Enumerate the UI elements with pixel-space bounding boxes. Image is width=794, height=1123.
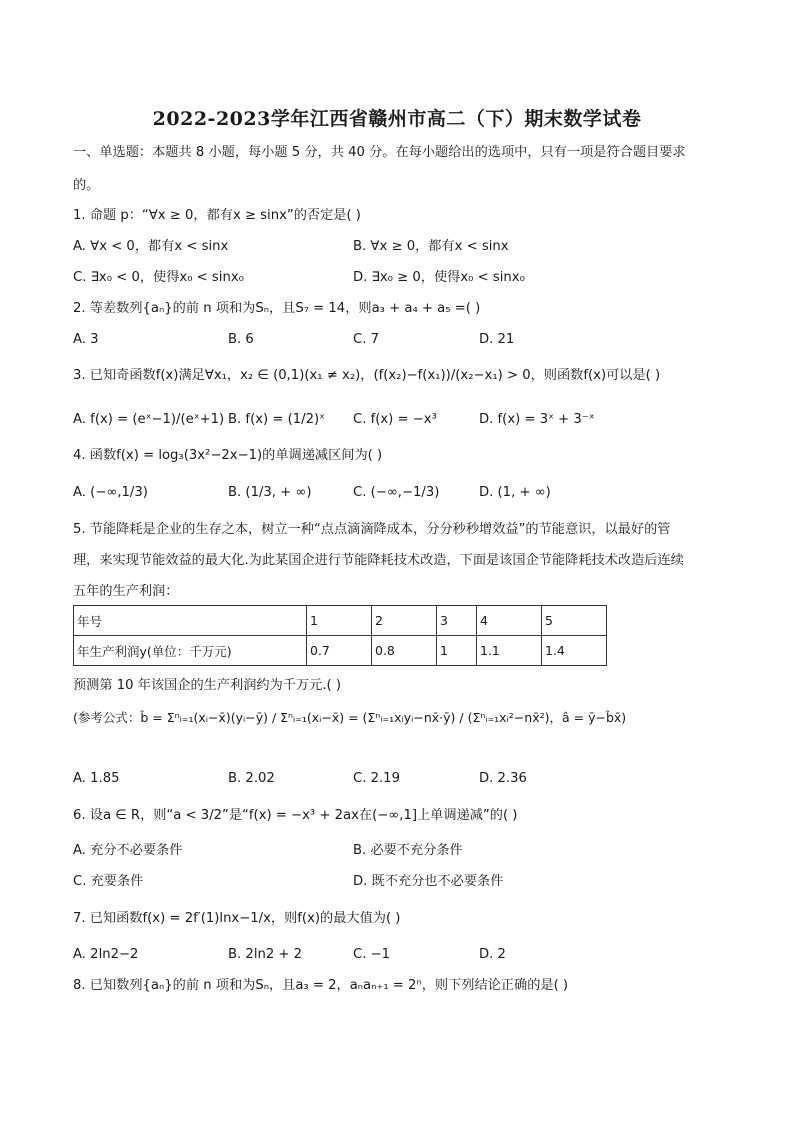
q3-option-a: A. f(x) = (eˣ−1)/(eˣ+1) — [73, 412, 225, 427]
table-cell: 5 — [542, 606, 607, 636]
q5-option-d: D. 2.36 — [479, 771, 527, 786]
q4-option-c: C. (−∞,−1/3) — [353, 485, 440, 500]
question-5-predict: 预测第 10 年该国企的生产利润约为千万元.( ) — [73, 678, 342, 693]
q5-option-c: C. 2.19 — [353, 771, 400, 786]
question-5-line-1: 5. 节能降耗是企业的生存之本，树立一种“点点滴滴降成本，分分秒秒增效益”的节能意识，以最好的管 — [73, 522, 671, 537]
question-1-stem: 1. 命题 p：“∀x ≥ 0，都有x ≥ sinx”的否定是( ) — [73, 208, 361, 223]
table-cell: 0.8 — [372, 636, 437, 666]
question-4-stem: 4. 函数f(x) = log₃(3x²−2x−1)的单调递减区间为( ) — [73, 448, 383, 463]
section-heading-cont: 的。 — [73, 178, 100, 193]
reference-formula: (参考公式：b̂ = Σⁿᵢ₌₁(xᵢ−x̄)(yᵢ−ȳ) / Σⁿᵢ₌₁(xᵢ−x̄) = (Σⁿᵢ₌₁xᵢyᵢ−nx̄·ȳ) / (Σⁿᵢ₌₁xᵢ²−nx̄²)，â = ȳ−b̂x̄) — [73, 710, 627, 725]
table-row — [74, 636, 607, 666]
q6-option-c: C. 充要条件 — [73, 874, 144, 889]
q6-option-b: B. 必要不充分条件 — [353, 843, 463, 858]
table-cell: 1.4 — [542, 636, 607, 666]
q7-option-b: B. 2ln2 + 2 — [228, 947, 303, 962]
q2-option-c: C. 7 — [353, 332, 379, 347]
question-5-line-2: 理，来实现节能效益的最大化.为此某国企进行节能降耗技术改造，下面是该国企节能降耗技术改造后连续 — [73, 553, 684, 568]
question-6-stem: 6. 设a ∈ R，则“a < 3/2”是“f(x) = −x³ + 2ax在(−∞,1]上单调递减”的( ) — [73, 808, 518, 823]
q4-option-b: B. (1/3, + ∞) — [228, 485, 312, 500]
table-cell: 1.1 — [477, 636, 542, 666]
q2-option-a: A. 3 — [73, 332, 99, 347]
exam-title: 2022-2023学年江西省赣州市高二（下）期末数学试卷 — [152, 108, 642, 130]
q2-option-b: B. 6 — [228, 332, 254, 347]
table-cell: 3 — [437, 606, 477, 636]
q1-option-d: D. ∃x₀ ≥ 0，使得x₀ < sinx₀ — [353, 270, 525, 285]
q7-option-d: D. 2 — [479, 947, 506, 962]
q3-option-d: D. f(x) = 3ˣ + 3⁻ˣ — [479, 412, 595, 427]
q6-option-d: D. 既不充分也不必要条件 — [353, 874, 504, 889]
question-7-stem: 7. 已知函数f(x) = 2f′(1)lnx−1/x，则f(x)的最大值为( ) — [73, 911, 401, 926]
q1-option-b: B. ∀x ≥ 0，都有x < sinx — [353, 239, 509, 254]
q7-option-c: C. −1 — [353, 947, 391, 962]
q4-option-a: A. (−∞,1/3) — [73, 485, 148, 500]
q7-option-a: A. 2ln2−2 — [73, 947, 139, 962]
table-cell: 4 — [477, 606, 542, 636]
q1-option-a: A. ∀x < 0，都有x < sinx — [73, 239, 229, 254]
q3-option-c: C. f(x) = −x³ — [353, 412, 437, 427]
table-cell: 0.7 — [307, 636, 372, 666]
q5-option-a: A. 1.85 — [73, 771, 120, 786]
table-cell: 1 — [307, 606, 372, 636]
question-8-stem: 8. 已知数列{aₙ}的前 n 项和为Sₙ，且a₃ = 2，aₙaₙ₊₁ = 2ⁿ，则下列结论正确的是( ) — [73, 978, 569, 993]
q3-option-b: B. f(x) = (1/2)ˣ — [228, 412, 325, 427]
q4-option-d: D. (1, + ∞) — [479, 485, 551, 500]
table-cell: 2 — [372, 606, 437, 636]
question-5-line-3: 五年的生产利润： — [73, 584, 179, 599]
section-heading: 一、单选题：本题共 8 小题，每小题 5 分，共 40 分。在每小题给出的选项中，只有一项是符合题目要求 — [73, 145, 686, 160]
q6-option-a: A. 充分不必要条件 — [73, 843, 183, 858]
table-cell: 年号 — [74, 606, 307, 636]
table-cell: 1 — [437, 636, 477, 666]
table-row — [74, 606, 607, 636]
q2-option-d: D. 21 — [479, 332, 515, 347]
q1-option-c: C. ∃x₀ < 0，使得x₀ < sinx₀ — [73, 270, 244, 285]
question-3-stem: 3. 已知奇函数f(x)满足∀x₁，x₂ ∈ (0,1)(x₁ ≠ x₂)，(f(x₂)−f(x₁))/(x₂−x₁) > 0，则函数f(x)可以是( ) — [73, 368, 661, 383]
table-cell: 年生产利润y(单位：千万元) — [74, 636, 307, 666]
question-2-stem: 2. 等差数列{aₙ}的前 n 项和为Sₙ，且S₇ = 14，则a₃ + a₄ + a₅ =( ) — [73, 301, 481, 316]
profit-table — [73, 605, 607, 666]
q5-option-b: B. 2.02 — [228, 771, 275, 786]
